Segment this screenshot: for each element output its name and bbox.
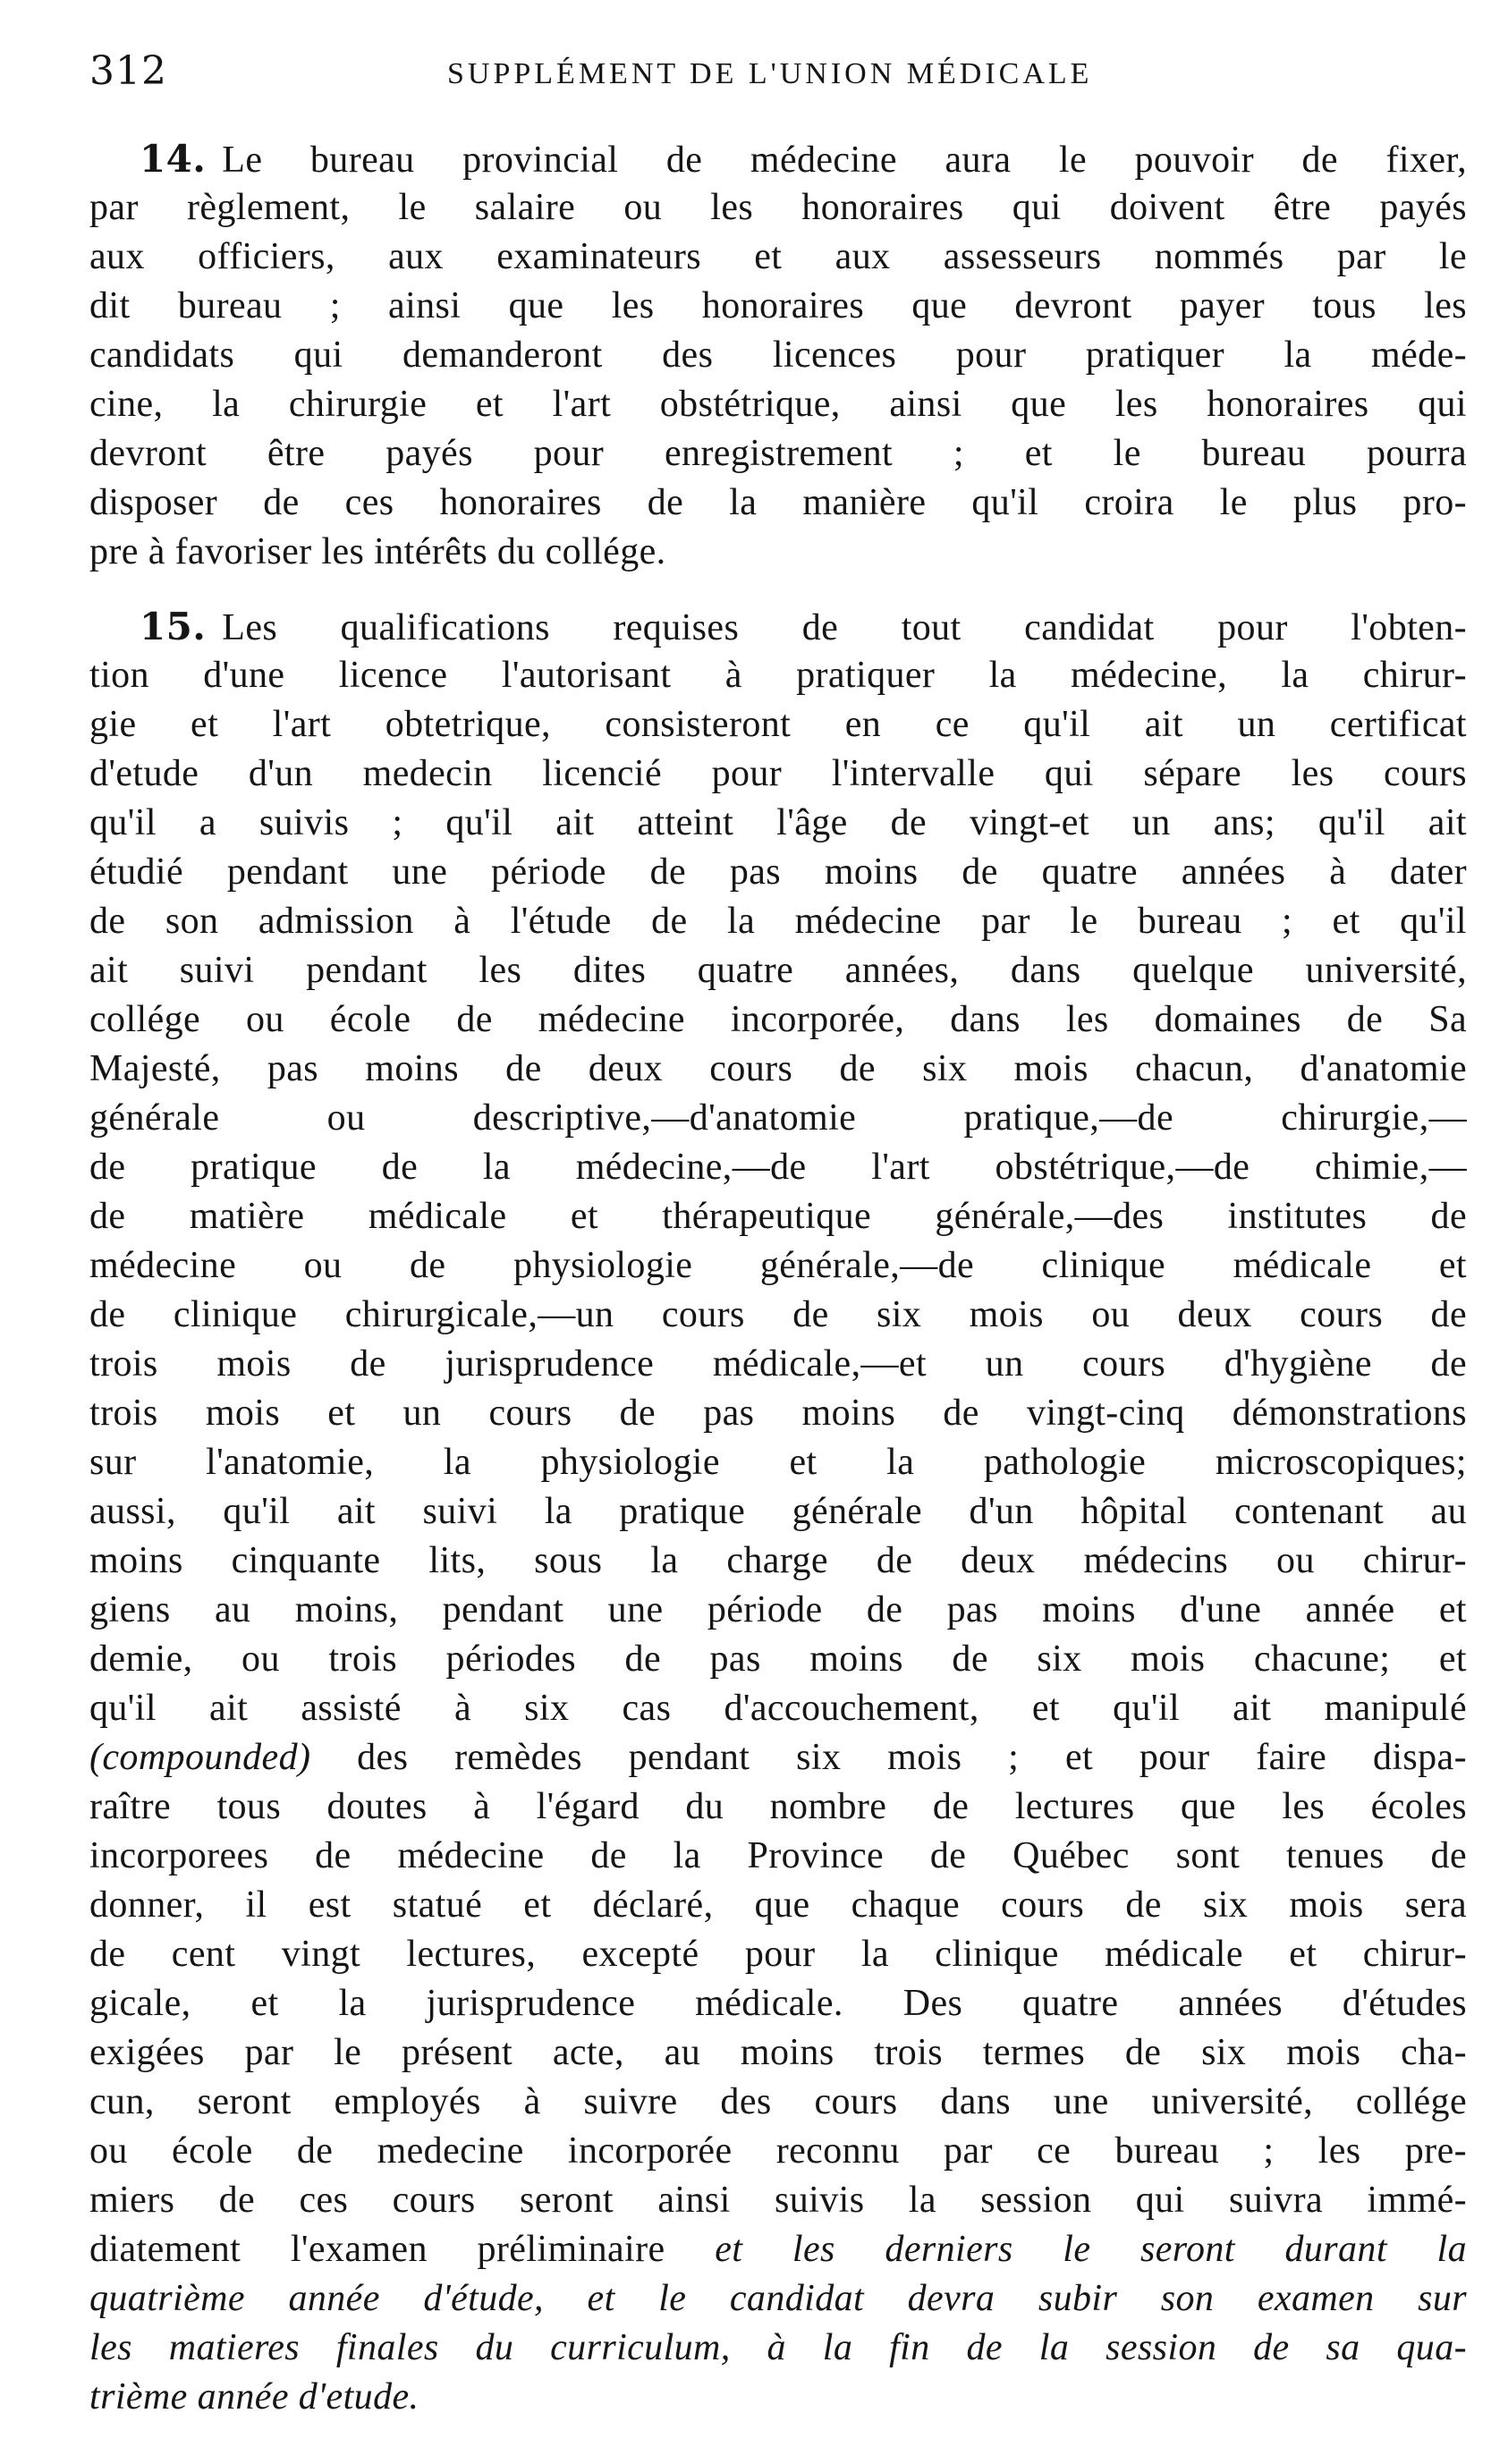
italic-term: (compounded) (89, 1737, 311, 1778)
body-text (89, 134, 1467, 2422)
text-line: de son admission à l'étude de la médecine par le bureau ; et qu'il (89, 901, 1467, 942)
article-14 (89, 134, 1467, 577)
text-line: ait suivi pendant les dites quatre années, dans quelque université, (89, 950, 1467, 991)
paragraph-gap (89, 577, 1467, 602)
text-line: dit bureau ; ainsi que les honoraires que devront payer tous les (89, 285, 1467, 326)
text-line: incorporees de médecine de la Province de Québec sont tenues de (89, 1835, 1467, 1876)
page-header (89, 48, 1449, 102)
text-line: médecine ou de physiologie générale,—de clinique médicale et (89, 1245, 1467, 1286)
page-number: 312 (89, 48, 167, 94)
text-line: pre à favoriser les intérêts du collége. (89, 531, 666, 572)
text-line: trième année d'etude. (89, 2376, 419, 2417)
text-line: quatrième année d'étude, et le candidat devra subir son examen sur (89, 2278, 1467, 2319)
text-line: sur l'anatomie, la physiologie et la pathologie microscopiques; (89, 1442, 1467, 1483)
text-line: moins cinquante lits, sous la charge de deux médecins ou chirur- (89, 1540, 1467, 1581)
text-line: cine, la chirurgie et l'art obstétrique, ainsi que les honoraires qui (89, 384, 1467, 425)
text-line: trois mois et un cours de pas moins de vingt-cinq démonstrations (89, 1393, 1467, 1434)
text-line: gie et l'art obtetrique, consisteront en ce qu'il ait un certificat (89, 704, 1467, 745)
text-line: d'etude d'un medecin licencié pour l'intervalle qui sépare les cours (89, 753, 1467, 794)
text-line: de matière médicale et thérapeutique générale,—des institutes de (89, 1196, 1467, 1237)
running-title: SUPPLÉMENT DE L'UNION MÉDICALE (447, 57, 1093, 90)
text-line: disposer de ces honoraires de la manière qu'il croira le plus pro- (89, 482, 1467, 523)
italic-phrase: et les derniers le seront durant la (715, 2229, 1467, 2270)
text-line: tion d'une licence l'autorisant à pratiquer la médecine, la chirur- (89, 655, 1467, 696)
text-line: qu'il ait assisté à six cas d'accouchement, et qu'il ait manipulé (89, 1688, 1467, 1729)
text-line: diatement l'examen préliminaire et les derniers le seront durant la (89, 2229, 1467, 2270)
text-line: giens au moins, pendant une période de pas moins d'une année et (89, 1589, 1467, 1630)
text-line: miers de ces cours seront ainsi suivis la session qui suivra immé- (89, 2180, 1467, 2221)
text-line: 15. Les qualifications requises de tout candidat pour l'obten- (140, 605, 1467, 648)
text-line: (compounded) des remèdes pendant six mois ; et pour faire dispa- (89, 1737, 1467, 1778)
text-line: devront être payés pour enregistrement ; et le bureau pourra (89, 433, 1467, 474)
text-line: générale ou descriptive,—d'anatomie pratique,—de chirurgie,— (89, 1097, 1467, 1139)
text-line: aux officiers, aux examinateurs et aux assesseurs nommés par le (89, 236, 1467, 277)
text-line: de clinique chirurgicale,—un cours de six mois ou deux cours de (89, 1294, 1467, 1335)
text-line: 14. Le bureau provincial de médecine aura le pouvoir de fixer, (140, 137, 1467, 181)
text-line: les matieres finales du curriculum, à la fin de la session de sa qua- (89, 2327, 1467, 2368)
text-line: de cent vingt lectures, excepté pour la clinique médicale et chirur- (89, 1934, 1467, 1975)
article-15 (89, 602, 1467, 2422)
text-line: de pratique de la médecine,—de l'art obstétrique,—de chimie,— (89, 1147, 1467, 1188)
text-line: demie, ou trois périodes de pas moins de six mois chacune; et (89, 1638, 1467, 1680)
text-line: donner, il est statué et déclaré, que chaque cours de six mois sera (89, 1884, 1467, 1926)
article-number: 14. (140, 137, 207, 181)
text-line: collége ou école de médecine incorporée, dans les domaines de Sa (89, 999, 1467, 1040)
text-line: aussi, qu'il ait suivi la pratique générale d'un hôpital contenant au (89, 1491, 1467, 1532)
text-line: gicale, et la jurisprudence médicale. Des quatre années d'études (89, 1983, 1467, 2024)
article-number: 15. (140, 605, 207, 648)
text-line: raître tous doutes à l'égard du nombre de lectures que les écoles (89, 1786, 1467, 1827)
text-line: exigées par le présent acte, au moins trois termes de six mois cha- (89, 2032, 1467, 2073)
text-line: trois mois de jurisprudence médicale,—et un cours d'hygiène de (89, 1343, 1467, 1384)
text-line: par règlement, le salaire ou les honoraires qui doivent être payés (89, 187, 1467, 228)
text-line: ou école de medecine incorporée reconnu par ce bureau ; les pre- (89, 2130, 1467, 2172)
text-line: candidats qui demanderont des licences pour pratiquer la méde- (89, 334, 1467, 376)
text-line: Majesté, pas moins de deux cours de six mois chacun, d'anatomie (89, 1048, 1467, 1089)
text-line: qu'il a suivis ; qu'il ait atteint l'âge de vingt-et un ans; qu'il ait (89, 802, 1467, 843)
text-line: cun, seront employés à suivre des cours dans une université, collége (89, 2081, 1467, 2122)
text-line: étudié pendant une période de pas moins de quatre années à dater (89, 851, 1467, 893)
